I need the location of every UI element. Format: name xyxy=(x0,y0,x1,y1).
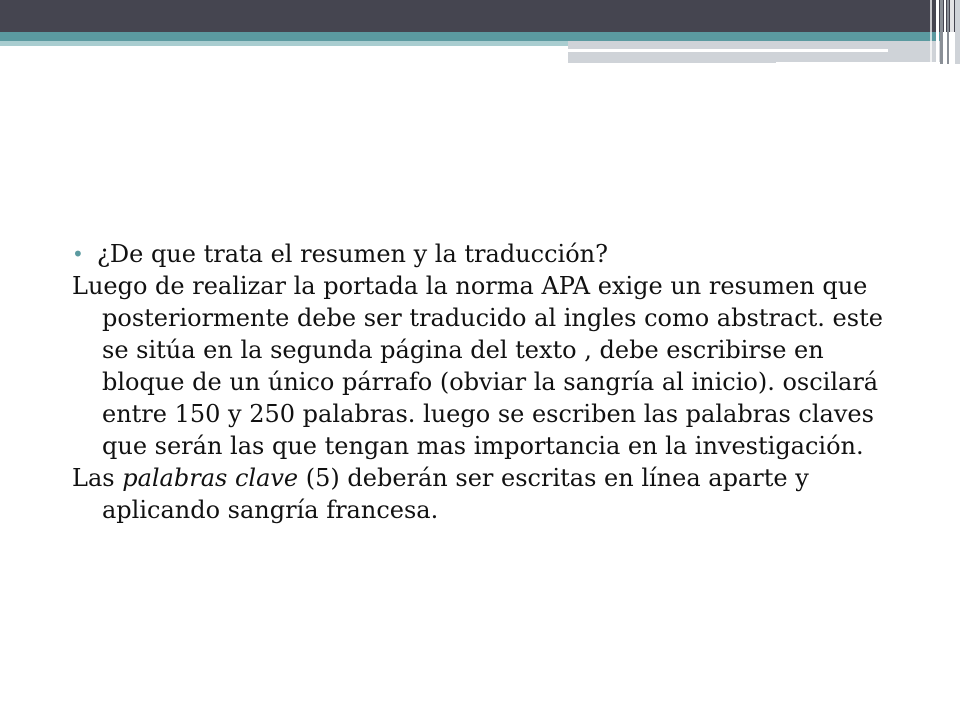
header-stripe xyxy=(936,0,939,64)
slide-body xyxy=(72,238,912,526)
paragraph2-after: (5) deberán ser escritas en línea aparte y aplicando sangría francesa. xyxy=(102,464,809,524)
paragraph2-before: Las xyxy=(72,464,123,492)
paragraph-resumen: Luego de realizar la portada la norma APA exige un resumen que posteriormente debe ser traducido al ingles como abstract. este se sitúa en la segunda página del texto , debe escribirse en bloque de un único párrafo (obviar la sangría al inicio). oscilará entre 150 y 250 palabras. luego se escriben las palabras claves que serán las que tengan mas importancia en la investigación. xyxy=(72,272,883,460)
header-bar-dark xyxy=(0,0,960,32)
header-stripe xyxy=(940,0,943,64)
header-stripe xyxy=(944,0,946,64)
header-stripe xyxy=(947,0,949,64)
header-stripe xyxy=(955,0,960,64)
bullet-question xyxy=(72,238,912,270)
header-bar-teal-light xyxy=(0,41,568,46)
paragraph-palabras-clave xyxy=(72,462,912,526)
header-bar-gray xyxy=(568,41,940,63)
bullet-icon: • xyxy=(72,242,84,266)
header-stripe xyxy=(930,0,932,64)
paragraph2-emphasis: palabras clave xyxy=(122,464,299,492)
question-text: ¿De que trata el resumen y la traducción? xyxy=(97,240,608,268)
header-bar-teal xyxy=(0,32,940,41)
header-line xyxy=(568,49,888,52)
header-stripe xyxy=(950,0,954,64)
header-line-2 xyxy=(776,62,940,64)
